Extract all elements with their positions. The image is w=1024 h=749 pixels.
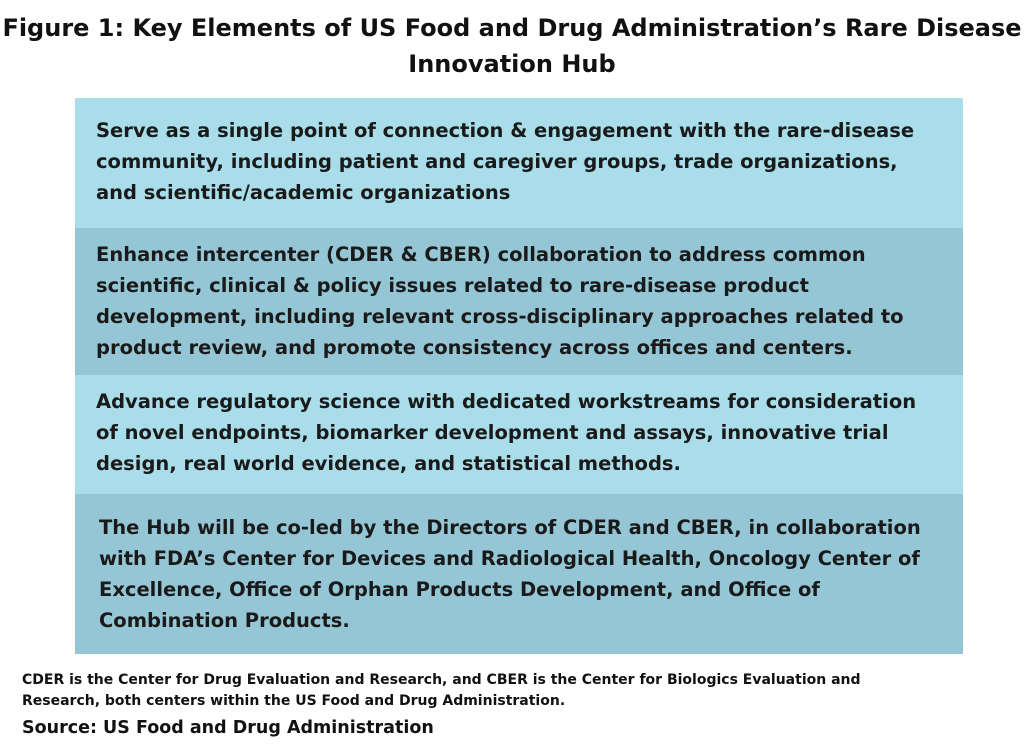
panel-text: Serve as a single point of connection & engagement with the rare-disease community, including patient and caregiver groups, trade organizations, and scientific/academic organizations bbox=[96, 119, 915, 204]
element-panel-hub-leadership bbox=[75, 494, 963, 654]
source-note: Source: US Food and Drug Administration bbox=[22, 718, 434, 738]
panel-text: The Hub will be co-led by the Directors of CDER and CBER, in collaboration with FDA’s Center for Devices and Radiological Health, Oncology Center of Excellence, Office of Orphan Products Development, and Office of Combination Products. bbox=[99, 516, 921, 632]
element-panel-community-engagement bbox=[75, 98, 963, 228]
element-panel-intercenter-collaboration bbox=[75, 228, 963, 375]
figure-title: Figure 1: Key Elements of US Food and Drug Administration’s Rare Disease Innovation Hub bbox=[2, 14, 1022, 78]
panel-text: Advance regulatory science with dedicated workstreams for consideration of novel endpoints, biomarker development and assays, innovative trial design, real world evidence, and statistical methods. bbox=[96, 390, 917, 475]
footnote: CDER is the Center for Drug Evaluation and Research, and CBER is the Center for Biologics Evaluation and Research, both centers within the US Food and Drug Administration. bbox=[22, 672, 861, 709]
panel-text: Enhance intercenter (CDER & CBER) collaboration to address common scientific, clinical & policy issues related to rare-disease product development, including relevant cross-disciplinary approaches related to product review, and promote consistency across offices and centers. bbox=[96, 243, 904, 359]
element-panel-regulatory-science bbox=[75, 375, 963, 494]
